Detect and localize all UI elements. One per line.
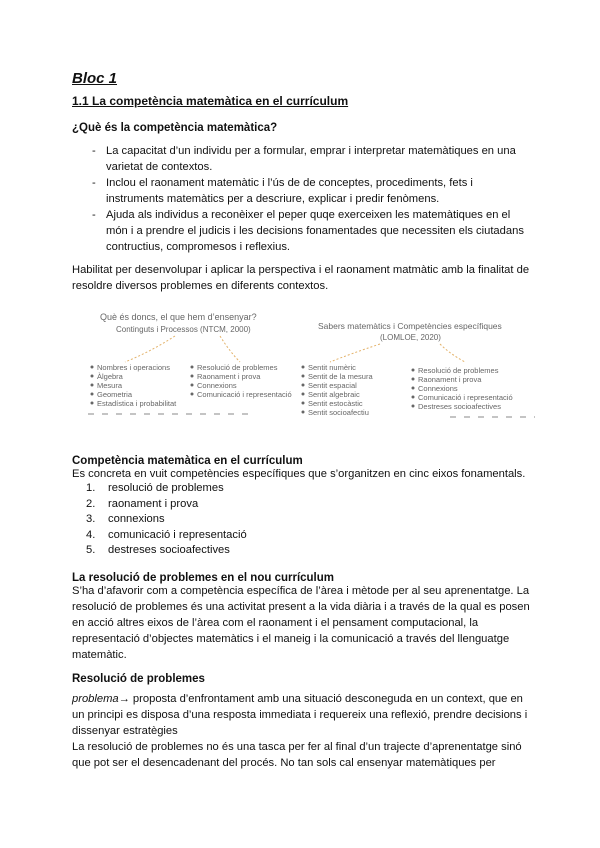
diagram-right-col2 — [412, 366, 513, 411]
problema-definition-text: proposta d’enfrontament amb una situació desconeguda en un context, que en un principi es disposa d’una resposta immediata i requereix una reflexió, prendre decisions i dissenyar estratègies — [72, 693, 528, 737]
diagram-item: Sentit estocàstic — [308, 399, 363, 408]
diagram-connector — [330, 344, 380, 362]
diagram-item: Resolució de problemes — [418, 366, 499, 375]
diagram-left-col1 — [91, 363, 178, 408]
diagram-item: Geometria — [97, 390, 133, 399]
diagram-left-col2 — [191, 363, 292, 399]
question-heading: ¿Què és la competència matemàtica? — [72, 122, 278, 134]
diagram-connector — [220, 336, 240, 362]
list-item: 2. raonament i prova — [86, 497, 199, 510]
diagram-item: Raonament i prova — [197, 372, 261, 381]
diagram-left-subtitle: Continguts i Processos (NTCM, 2000) — [116, 325, 251, 334]
diagram-item: Nombres i operacions — [97, 363, 170, 372]
diagram-item: Mesura — [97, 381, 123, 390]
diagram-item: Sentit de la mesura — [308, 372, 373, 381]
diagram-item: Comunicació i representació — [197, 390, 292, 399]
eixos-list — [86, 481, 247, 559]
definition-list — [92, 143, 532, 255]
final-paragraph: La resolució de problemes no és una tasca per fer al final d’un trajecte d’aprenentatge sinó que pot ser el desencadenant del procés. No tan sols cal ensenyar matemàtiques per — [72, 741, 522, 769]
list-item: 5. destreses socioafectives — [86, 544, 230, 556]
diagram-item: Resolució de problemes — [197, 363, 278, 372]
resolucio-nou-heading: La resolució de problemes en el nou currículum — [72, 572, 335, 584]
habilitat-paragraph: Habilitat per desenvolupar i aplicar la perspectiva i el raonament matmàtic amb la finalitat de resoldre diversos problemes en diferents contextos. — [72, 264, 530, 292]
diagram-item: Connexions — [197, 381, 237, 390]
diagram-item: Destreses socioafectives — [418, 402, 501, 411]
diagram-connector — [440, 344, 465, 362]
list-item: 1. resolució de problemes — [86, 482, 224, 494]
list-item: - La capacitat d’un individu per a formular, emprar i interpretar matemàtiques en una varietat de contextos. — [92, 143, 532, 175]
diagram-item: Comunicació i representació — [418, 393, 513, 402]
diagram-item: Sentit socioafectiu — [308, 408, 369, 417]
section-title: 1.1 La competència matemàtica en el currículum — [72, 94, 349, 108]
bloc-title: Bloc 1 — [72, 70, 118, 87]
competencia-intro: Es concreta en vuit competències específiques que s’organitzen en cinc eixos fonamentals. — [72, 468, 526, 480]
diagram-item: Sentit numèric — [308, 363, 356, 372]
diagram-item: Sentit espacial — [308, 381, 357, 390]
diagram-right-col1 — [302, 363, 374, 417]
diagram-right-subtitle: (LOMLOE, 2020) — [380, 333, 441, 342]
diagram-connector — [125, 336, 175, 362]
diagram-item: Estadística i probabilitat — [97, 399, 177, 408]
list-item: - Ajuda als individus a reconèixer el peper quqe exerceixen les matemàtiques en el món i a prendre el judicis i les decisions fonamentades que necessiten els ciutadans contructius, compromesos i reflexius. — [92, 207, 532, 255]
diagram-item: Àlgebra — [97, 372, 123, 381]
diagram-item: Sentit algebraic — [308, 390, 360, 399]
diagram-right-title: Sabers matemàtics i Competències específiques — [318, 321, 502, 331]
diagram-left-title: Què és doncs, el que hem d’ensenyar? — [100, 312, 257, 322]
list-item: - Inclou el raonament matemàtic i l’ús de de conceptes, procediments, fets i instruments matemàtics per a descriure, explicar i predir fenòmens. — [92, 175, 532, 207]
diagram-item: Connexions — [418, 384, 458, 393]
diagram-item: Raonament i prova — [418, 375, 482, 384]
list-item: 4. comunicació i representació — [86, 528, 247, 541]
curriculum-diagram — [80, 304, 540, 434]
list-item: 3. connexions — [86, 513, 165, 525]
problema-definition — [72, 691, 534, 739]
competencia-heading: Competència matemàtica en el currículum — [72, 455, 303, 467]
resolucio-heading: Resolució de problemes — [72, 673, 205, 685]
problema-term: problema→ — [72, 693, 130, 705]
resolucio-nou-paragraph: S’ha d’afavorir com a competència específica de l’àrea i mètode per al seu aprenentatge. La resolució de problemes és una activitat present a la vida diària i a través de la qual es posen en acció altres eixos de l’àrea com el raonament i el pensament computacional, la representació d’objectes matemàtics i el maneig i la comunicació a través del llenguatge matemàtic. — [72, 585, 530, 661]
